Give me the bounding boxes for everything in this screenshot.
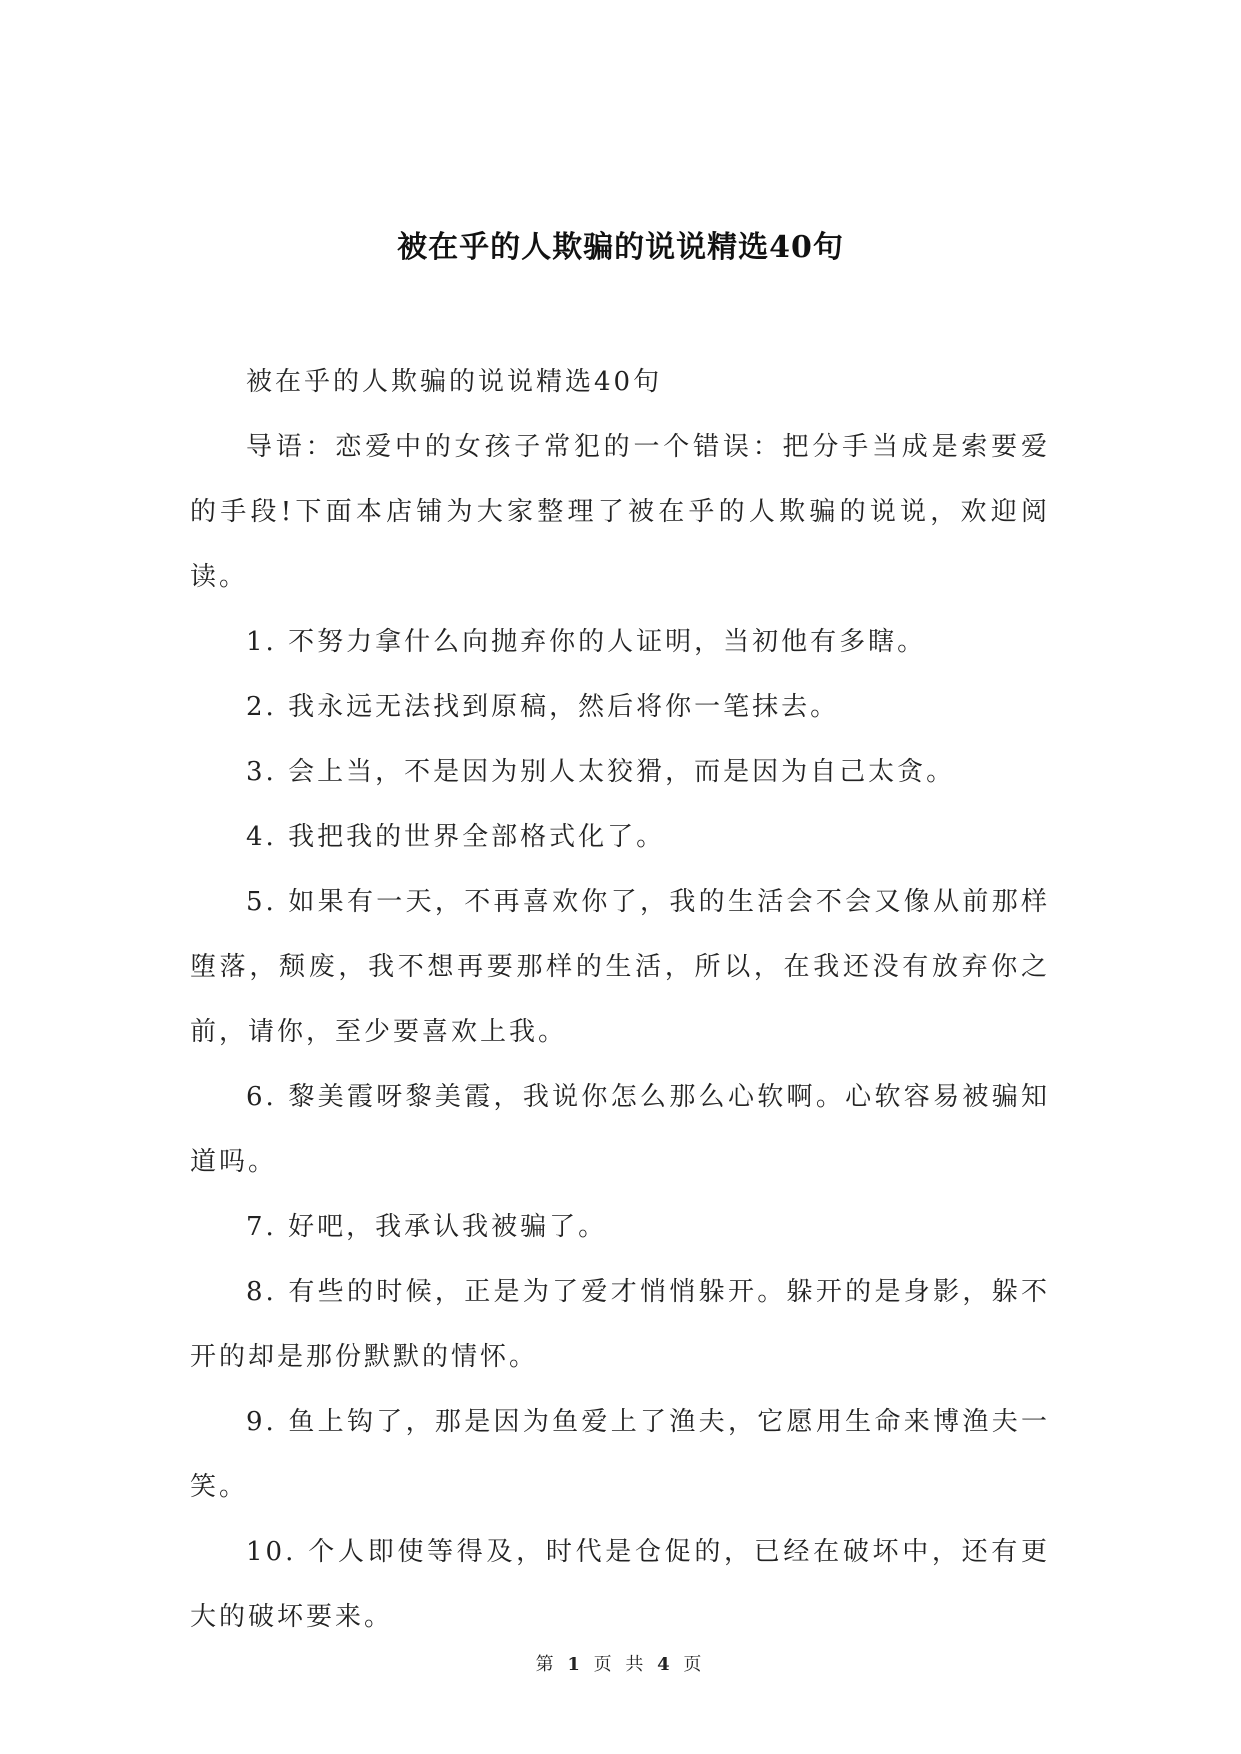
document-title: 被在乎的人欺骗的说说精选40句 bbox=[397, 230, 844, 265]
footer-prefix: 第 bbox=[535, 1654, 558, 1675]
quote-item-7: 7. 好吧，我承认我被骗了。 bbox=[246, 1212, 608, 1242]
paragraph-subtitle: 被在乎的人欺骗的说说精选40句 bbox=[246, 367, 663, 397]
footer-total-pages: 4 bbox=[657, 1654, 674, 1675]
footer-current-page: 1 bbox=[567, 1654, 584, 1675]
quote-item-2: 2. 我永远无法找到原稿，然后将你一笔抹去。 bbox=[246, 692, 840, 722]
quote-item-3: 3. 会上当，不是因为别人太狡猾，而是因为自己太贪。 bbox=[246, 757, 956, 787]
quote-item-5: 5. 如果有一天，不再喜欢你了，我的生活会不会又像从前那样堕落，颓废，我不想再要那样的生活，所以，在我还没有放弃你之前，请你，至少要喜欢上我。 bbox=[190, 887, 1050, 1047]
footer-suffix: 页 bbox=[683, 1654, 706, 1675]
document-body bbox=[190, 350, 1050, 1650]
quote-item-4: 4. 我把我的世界全部格式化了。 bbox=[246, 822, 666, 852]
paragraph-intro: 导语：恋爱中的女孩子常犯的一个错误：把分手当成是索要爱的手段!下面本店铺为大家整理了被在乎的人欺骗的说说，欢迎阅读。 bbox=[190, 432, 1050, 592]
quote-item-9: 9. 鱼上钩了，那是因为鱼爱上了渔夫，它愿用生命来博渔夫一笑。 bbox=[190, 1407, 1050, 1502]
quote-item-1: 1. 不努力拿什么向抛弃你的人证明，当初他有多瞎。 bbox=[246, 627, 927, 657]
quote-item-8: 8. 有些的时候，正是为了爱才悄悄躲开。躲开的是身影，躲不开的却是那份默默的情怀。 bbox=[190, 1277, 1050, 1372]
footer-middle: 页 共 bbox=[593, 1654, 648, 1675]
quote-item-10: 10. 个人即使等得及，时代是仓促的，已经在破坏中，还有更大的破坏要来。 bbox=[190, 1537, 1050, 1632]
quote-item-6: 6. 黎美霞呀黎美霞，我说你怎么那么心软啊。心软容易被骗知道吗。 bbox=[190, 1082, 1050, 1177]
page-footer bbox=[0, 1650, 1241, 1676]
